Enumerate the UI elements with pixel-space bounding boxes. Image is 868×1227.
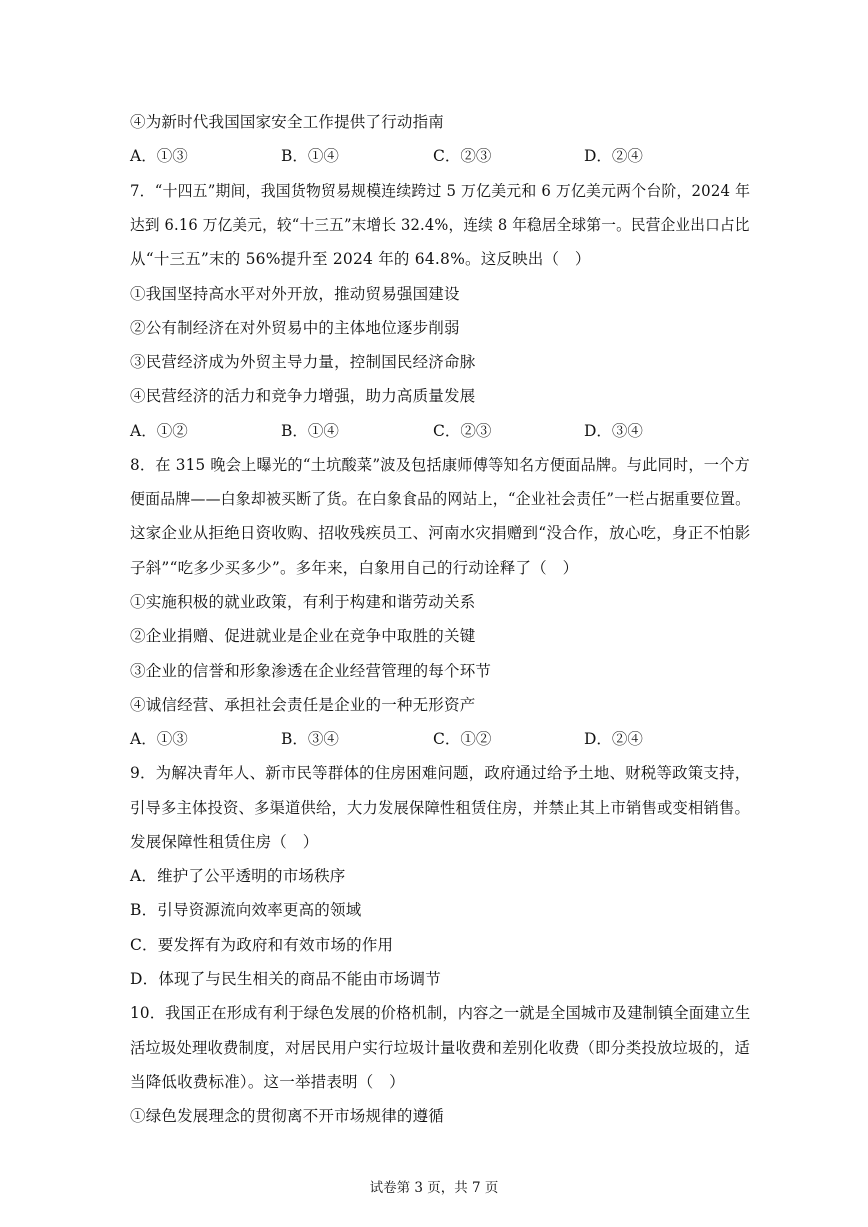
q6-option-b[interactable]: B．①④ (281, 147, 339, 165)
q9-stem-line-3: 发展保障性租赁住房（ ） (130, 833, 319, 851)
q10-stem-line-2: 活垃圾处理收费制度，对居民用户实行垃圾计量收费和差别化收费（即分类投放垃圾的，适 (130, 1039, 751, 1057)
q7-stem-line-1: 7．“十四五”期间，我国货物贸易规模连续跨过 5 万亿美元和 6 万亿美元两个台阶，2024 年 (130, 182, 751, 200)
q6-option-a[interactable]: A．①③ (130, 147, 188, 165)
q10-stem-line-3: 当降低收费标准）。这一举措表明（ ） (130, 1073, 405, 1091)
q8-stem-line-4: 子斜”“吃多少买多少”。多年来，白象用自己的行动诠释了（ ） (130, 559, 579, 577)
q8-option-c[interactable]: C．①② (433, 730, 492, 748)
q8-item-2: ②企业捐赠、促进就业是企业在竞争中取胜的关键 (130, 627, 476, 645)
q9-option-c[interactable]: C．要发挥有为政府和有效市场的作用 (130, 936, 394, 954)
q8-item-3: ③企业的信誉和形象渗透在企业经营管理的每个环节 (130, 662, 492, 680)
q6-option-c[interactable]: C．②③ (433, 147, 492, 165)
q9-option-a[interactable]: A．维护了公平透明的市场秩序 (130, 867, 346, 885)
q9-stem-line-1: 9．为解决青年人、新市民等群体的住房困难问题，政府通过给予土地、财税等政策支持， (130, 764, 751, 782)
q7-option-a[interactable]: A．①② (130, 422, 188, 440)
q6-option-d[interactable]: D．②④ (584, 147, 643, 165)
q9-option-d[interactable]: D．体现了与民生相关的商品不能由市场调节 (130, 970, 441, 988)
q7-option-c[interactable]: C．②③ (433, 422, 492, 440)
q10-stem-line-1: 10．我国正在形成有利于绿色发展的价格机制，内容之一就是全国城市及建制镇全面建立生 (130, 1004, 751, 1022)
q7-item-1: ①我国坚持高水平对外开放，推动贸易强国建设 (130, 285, 460, 303)
q7-option-b[interactable]: B．①④ (281, 422, 339, 440)
q8-option-d[interactable]: D．②④ (584, 730, 643, 748)
q8-item-1: ①实施积极的就业政策，有利于构建和谐劳动关系 (130, 593, 476, 611)
q7-options (130, 420, 750, 442)
q8-option-a[interactable]: A．①③ (130, 730, 188, 748)
q6-item-4: ④为新时代我国国家安全工作提供了行动指南 (130, 113, 445, 131)
q8-stem-line-3: 这家企业从拒绝日资收购、招收残疾员工、河南水灾捐赠到“没合作，放心吃，身正不怕影 (130, 524, 751, 542)
q9-stem-line-2: 引导多主体投资、多渠道供给，大力发展保障性租赁住房，并禁止其上市销售或变相销售。 (130, 799, 751, 817)
q7-item-4: ④民营经济的活力和竞争力增强，助力高质量发展 (130, 387, 476, 405)
q7-stem-line-2: 达到 6.16 万亿美元，较“十三五”末增长 32.4%，连续 8 年稳居全球第一。民营企业出口占比 (130, 216, 750, 234)
q10-item-1: ①绿色发展理念的贯彻离不开市场规律的遵循 (130, 1107, 445, 1125)
q6-options (130, 145, 750, 167)
q8-stem-line-1: 8．在 315 晚会上曝光的“土坑酸菜”波及包括康师傅等知名方便面品牌。与此同时，一个方 (130, 456, 750, 474)
q8-item-4: ④诚信经营、承担社会责任是企业的一种无形资产 (130, 696, 476, 714)
q7-item-3: ③民营经济成为外贸主导力量，控制国民经济命脉 (130, 353, 476, 371)
q8-options (130, 728, 750, 750)
q8-stem-line-2: 便面品牌——白象却被买断了货。在白象食品的网站上，“企业社会责任”一栏占据重要位置。 (130, 490, 751, 508)
page-footer: 试卷第 3 页，共 7 页 (369, 1180, 499, 1196)
q7-stem-line-3: 从“十三五”末的 56%提升至 2024 年的 64.8%。这反映出（ ） (130, 250, 591, 268)
q7-option-d[interactable]: D．③④ (584, 422, 643, 440)
q8-option-b[interactable]: B．③④ (281, 730, 339, 748)
q9-option-b[interactable]: B．引导资源流向效率更高的领域 (130, 901, 362, 919)
q7-item-2: ②公有制经济在对外贸易中的主体地位逐步削弱 (130, 319, 460, 337)
